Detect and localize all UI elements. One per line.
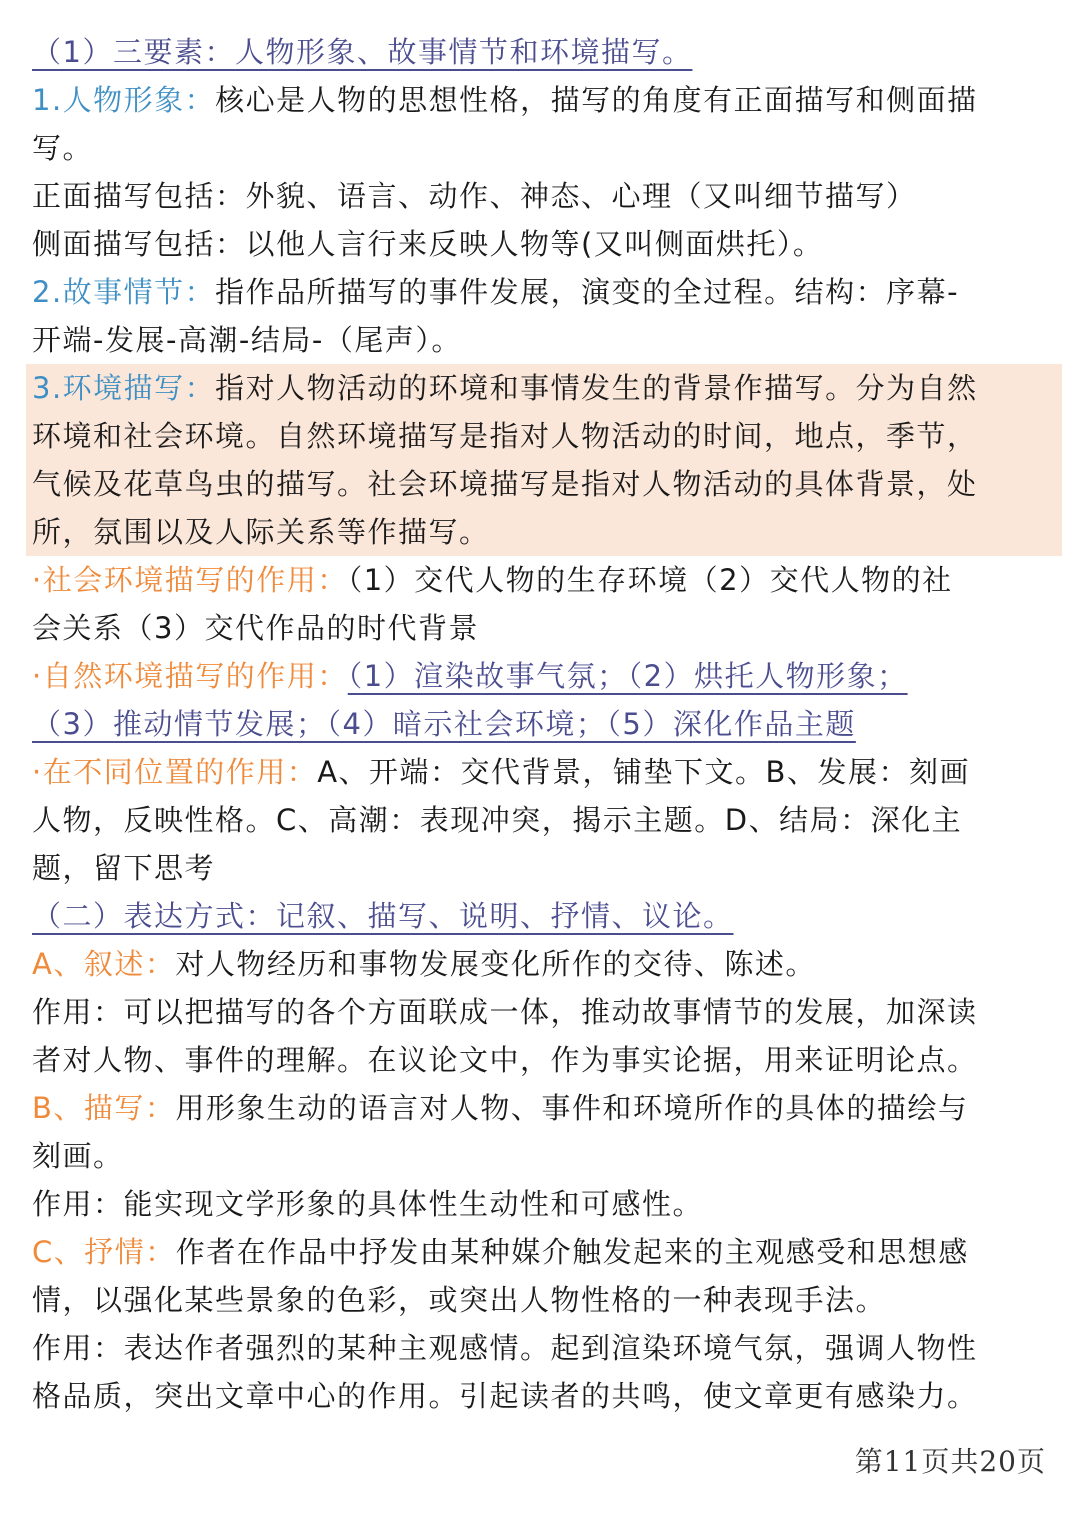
narration-label: A、叙述： bbox=[32, 947, 176, 981]
position-effect-paragraph: ·在不同位置的作用：A、开端：交代背景，铺垫下文。B、发展：刻画 bbox=[32, 755, 970, 789]
environment-highlight-block: 3.环境描写：指对人物活动的环境和事情发生的背景作描写。分为自然 环境和社会环境。自然环境描写是指对人物活动的时间，地点，季节， 气候及花草鸟虫的描写。社会环境描写是指对人物活动的具体背景，处 所，氛围以及人际关系等作描写。 bbox=[26, 364, 1062, 556]
position-effect-label: ·在不同位置的作用： bbox=[32, 755, 318, 789]
plot-label: 2.故事情节： bbox=[32, 275, 216, 309]
natural-effect-label: ·自然环境描写的作用： bbox=[32, 659, 348, 693]
character-label: 1.人物形象： bbox=[32, 83, 216, 117]
description-paragraph: B、描写：用形象生动的语言对人物、事件和环境所作的具体的描绘与 bbox=[32, 1091, 969, 1125]
page-number: 第11页共20页 bbox=[854, 1445, 1046, 1478]
environment-paragraph: 3.环境描写：指对人物活动的环境和事情发生的背景作描写。分为自然 bbox=[32, 371, 978, 405]
section-heading-expression: （二）表达方式：记叙、描写、说明、抒情、议论。 bbox=[32, 899, 734, 933]
description-label: B、描写： bbox=[32, 1091, 176, 1125]
section-heading-three-elements: （1）三要素：人物形象、故事情节和环境描写。 bbox=[32, 35, 693, 69]
social-effect-paragraph: ·社会环境描写的作用：（1）交代人物的生存环境（2）交代人物的社 bbox=[32, 563, 953, 597]
environment-label: 3.环境描写： bbox=[32, 371, 216, 405]
character-paragraph: 1.人物形象：核心是人物的思想性格，描写的角度有正面描写和侧面描 bbox=[32, 83, 978, 117]
lyric-label: C、抒情： bbox=[32, 1235, 176, 1269]
lyric-paragraph: C、抒情：作者在作品中抒发由某种媒介触发起来的主观感受和思想感 bbox=[32, 1235, 969, 1269]
natural-effect-paragraph: ·自然环境描写的作用：（1）渲染故事气氛；（2）烘托人物形象； bbox=[32, 659, 908, 693]
notes-body: （1）三要素：人物形象、故事情节和环境描写。 1.人物形象：核心是人物的思想性格，描写的角度有正面描写和侧面描 写。 正面描写包括：外貌、语言、动作、神态、心理（又叫细节描写） 侧面描写包括：以他人言行来反映人物等(又叫侧面烘托）。 2.故事情节：指作品所描写的事件发展，演变的全过程。结构：序幕- 开端-发展-高潮-结局-（尾声）。 3.环境描写：指对人物活动的环境和事情发生的背景作描写。分为自然 环境和社会环境。自然环境描写是指对人物活动的时间，地点，季节， 气候及花草鸟虫的描写。社会环境描写是指对人物活动的具体背景，处 所，氛围以及人际关系等作描写。 ·社会环境描写的作用：（1）交代人物的生存环境（2）交代人物的社 会关系（3）交代作品的时代背景 ·自然环境描写的作用：（1）渲染故事气氛；（2）烘托人物形象； （3）推动情节发展；（4）暗示社会环境；（5）深化作品主题 ·在不同位置的作用：A、开端：交代背景，铺垫下文。B、发展：刻画 人物，反映性格。C、高潮：表现冲突，揭示主题。D、结局：深化主 题，留下思考 （二）表达方式：记叙、描写、说明、抒情、议论。 A、叙述：对人物经历和事物发展变化所作的交待、陈述。 作用：可以把描写的各个方面联成一体，推动故事情节的发展，加深读 者对人物、事件的理解。在议论文中，作为事实论据，用来证明论点。 B、描写：用形象生动的语言对人物、事件和环境所作的具体的描绘与 刻画。 作用：能实现文学形象的具体性生动性和可感性。 C、抒情：作者在作品中抒发由某种媒介触发起来的主观感受和思想感 情，以强化某些景象的色彩，或突出人物性格的一种表现手法。 作用：表达作者强烈的某种主观感情。起到渲染环境气氛，强调人物性 格品质，突出文章中心的作用。引起读者的共鸣，使文章更有感染力。 bbox=[32, 28, 1048, 1420]
plot-paragraph: 2.故事情节：指作品所描写的事件发展，演变的全过程。结构：序幕- bbox=[32, 275, 960, 309]
social-effect-label: ·社会环境描写的作用： bbox=[32, 563, 348, 597]
narration-paragraph: A、叙述：对人物经历和事物发展变化所作的交待、陈述。 bbox=[32, 947, 816, 981]
